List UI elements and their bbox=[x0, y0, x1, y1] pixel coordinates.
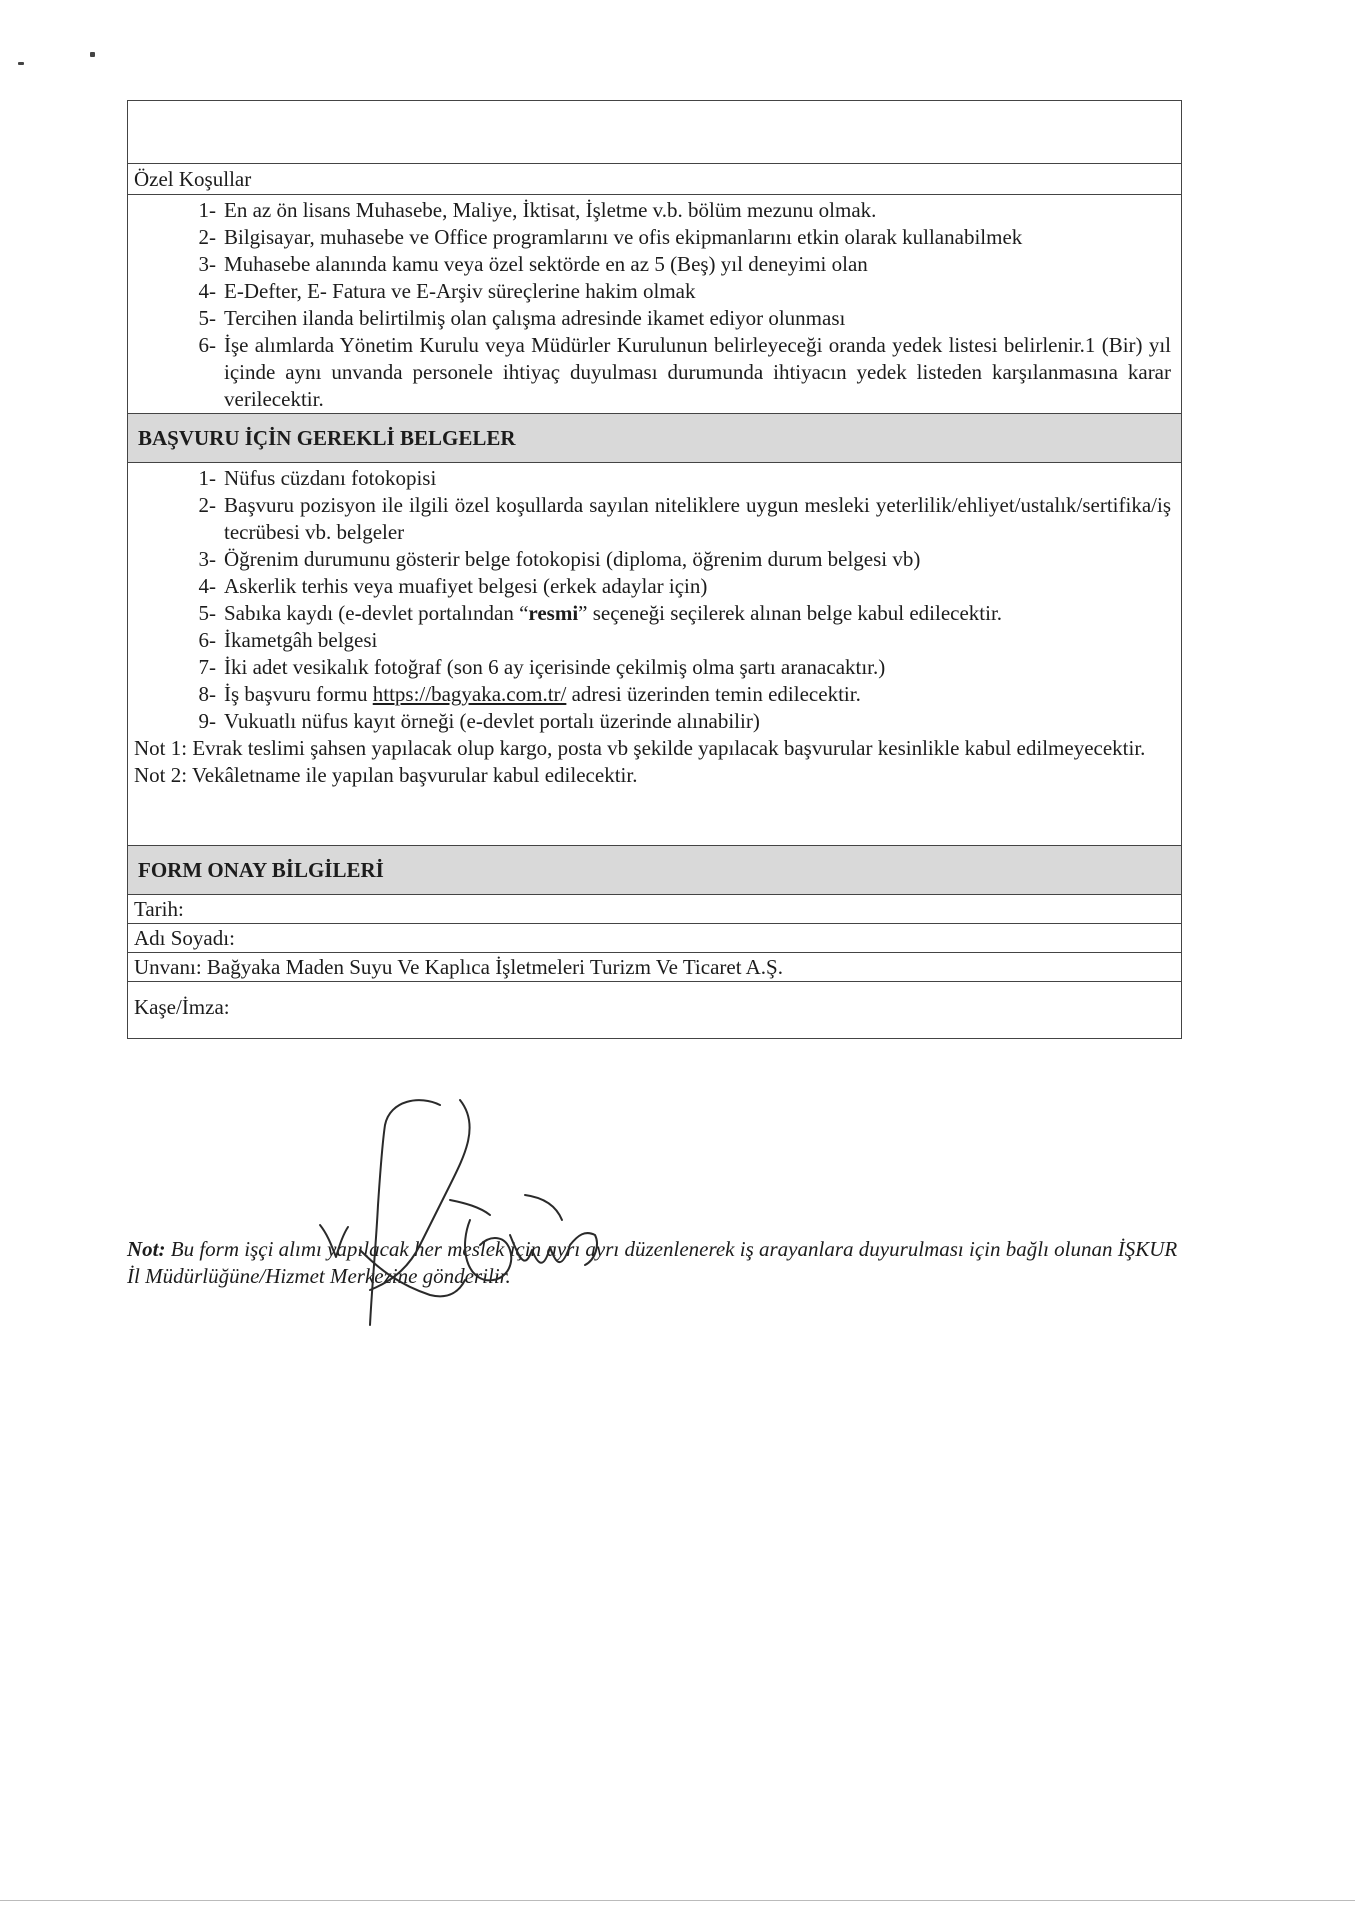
basvuru-belgeler-list bbox=[128, 463, 1181, 735]
item-text: İşe alımlarda Yönetim Kurulu veya Müdürler Kurulunun belirleyeceği oranda yedek listesi belirlenir.1 (Bir) yıl içinde aynı unvanda personele ihtiyaç duyulması durumunda ihtiyacın yedek listeden karşılanmasına karar verilecektir. bbox=[224, 333, 1171, 411]
kase-imza-field: Kaşe/İmza: bbox=[128, 981, 1181, 1038]
item-text: Askerlik terhis veya muafiyet belgesi (erkek adaylar için) bbox=[224, 574, 708, 598]
list-item bbox=[134, 332, 1171, 413]
item-text: Nüfus cüzdanı fotokopisi bbox=[224, 466, 437, 490]
item-number: 4- bbox=[198, 574, 216, 598]
footnote-text: Bu form işçi alımı yapılacak her meslek için ayrı ayrı düzenlenerek iş arayanlara duyurulması için bağlı olunan İŞKUR İl Müdürlüğüne/Hizmet Merkezine gönderilir. bbox=[127, 1237, 1178, 1288]
item-number: 6- bbox=[198, 333, 216, 357]
form-onay-heading: FORM ONAY BİLGİLERİ bbox=[128, 845, 1181, 895]
item-text-before: İş başvuru formu bbox=[224, 682, 373, 706]
item-text-after: adresi üzerinden temin edilecektir. bbox=[566, 682, 861, 706]
item-number: 3- bbox=[198, 547, 216, 571]
unvani-field: Unvanı: Bağyaka Maden Suyu Ve Kaplıca İşletmeleri Turizm Ve Ticaret A.Ş. bbox=[128, 952, 1181, 981]
list-item bbox=[134, 573, 1171, 600]
note-1: Not 1: Evrak teslimi şahsen yapılacak olup kargo, posta vb şekilde yapılacak başvurular kesinlikle kabul edilmeyecektir. bbox=[134, 736, 1146, 760]
list-item bbox=[134, 681, 1171, 708]
item-number: 9- bbox=[198, 709, 216, 733]
item-number: 5- bbox=[198, 306, 216, 330]
scan-edge-line bbox=[0, 1900, 1355, 1901]
item-text bbox=[224, 681, 1171, 708]
signature-image bbox=[300, 1085, 720, 1330]
list-item bbox=[134, 600, 1171, 627]
scan-mark bbox=[90, 52, 95, 57]
item-number: 4- bbox=[198, 279, 216, 303]
item-text: Tercihen ilanda belirtilmiş olan çalışma adresinde ikamet ediyor olunması bbox=[224, 306, 846, 330]
ozel-kosullar-list bbox=[128, 195, 1181, 413]
item-text-bold: resmi bbox=[528, 601, 579, 625]
item-text: Öğrenim durumunu gösterir belge fotokopisi (diploma, öğrenim durum belgesi vb) bbox=[224, 547, 921, 571]
item-text: Vukuatlı nüfus kayıt örneği (e-devlet portalı üzerinde alınabilir) bbox=[224, 709, 760, 733]
item-text: E-Defter, E- Fatura ve E-Arşiv süreçlerine hakim olmak bbox=[224, 279, 696, 303]
application-form-table bbox=[127, 100, 1182, 1039]
blank-spacer bbox=[128, 789, 1181, 845]
list-item bbox=[134, 654, 1171, 681]
item-text-before: Sabıka kaydı (e-devlet portalından “ bbox=[224, 601, 529, 625]
item-number: 5- bbox=[198, 601, 216, 625]
item-text bbox=[224, 600, 1171, 627]
empty-header-row bbox=[128, 101, 1181, 164]
footnote-lead: Not: bbox=[127, 1237, 166, 1261]
list-item bbox=[134, 305, 1171, 332]
item-text: İkametgâh belgesi bbox=[224, 628, 378, 652]
footnote bbox=[127, 1236, 1187, 1290]
item-text: Başvuru pozisyon ile ilgili özel koşullarda sayılan niteliklere uygun mesleki yeterlilik/ehliyet/ustalık/sertifika/iş tecrübesi vb. belgeler bbox=[224, 493, 1171, 544]
item-text-after: ” seçeneği seçilerek alınan belge kabul edilecektir. bbox=[578, 601, 1003, 625]
item-number: 2- bbox=[198, 493, 216, 517]
item-number: 1- bbox=[198, 198, 216, 222]
ozel-kosullar-title: Özel Koşullar bbox=[128, 164, 1181, 195]
item-text: En az ön lisans Muhasebe, Maliye, İktisat, İşletme v.b. bölüm mezunu olmak. bbox=[224, 198, 877, 222]
item-number: 1- bbox=[198, 466, 216, 490]
tarih-field: Tarih: bbox=[134, 897, 184, 921]
item-number: 3- bbox=[198, 252, 216, 276]
list-item bbox=[134, 546, 1171, 573]
item-number: 7- bbox=[198, 655, 216, 679]
list-item bbox=[134, 708, 1171, 735]
basvuru-belgeler-heading: BAŞVURU İÇİN GEREKLİ BELGELER bbox=[128, 413, 1181, 463]
list-item bbox=[134, 278, 1171, 305]
item-text: İki adet vesikalık fotoğraf (son 6 ay içerisinde çekilmiş olma şartı aranacaktır.) bbox=[224, 655, 886, 679]
basvuru-form-link[interactable]: https://bagyaka.com.tr/ bbox=[372, 682, 567, 706]
item-number: 2- bbox=[198, 225, 216, 249]
item-text: Bilgisayar, muhasebe ve Office programlarını ve ofis ekipmanlarını etkin olarak kullanabilmek bbox=[224, 225, 1023, 249]
item-number: 8- bbox=[198, 682, 216, 706]
note-2: Not 2: Vekâletname ile yapılan başvurular kabul edilecektir. bbox=[134, 763, 638, 787]
scan-mark bbox=[18, 62, 24, 65]
list-item bbox=[134, 492, 1171, 546]
list-item bbox=[134, 251, 1171, 278]
list-item bbox=[134, 627, 1171, 654]
item-number: 6- bbox=[198, 628, 216, 652]
item-text: Muhasebe alanında kamu veya özel sektörde en az 5 (Beş) yıl deneyimi olan bbox=[224, 252, 868, 276]
list-item bbox=[134, 224, 1171, 251]
adi-soyadi-field: Adı Soyadı: bbox=[128, 923, 1181, 952]
list-item bbox=[134, 465, 1171, 492]
list-item bbox=[134, 197, 1171, 224]
